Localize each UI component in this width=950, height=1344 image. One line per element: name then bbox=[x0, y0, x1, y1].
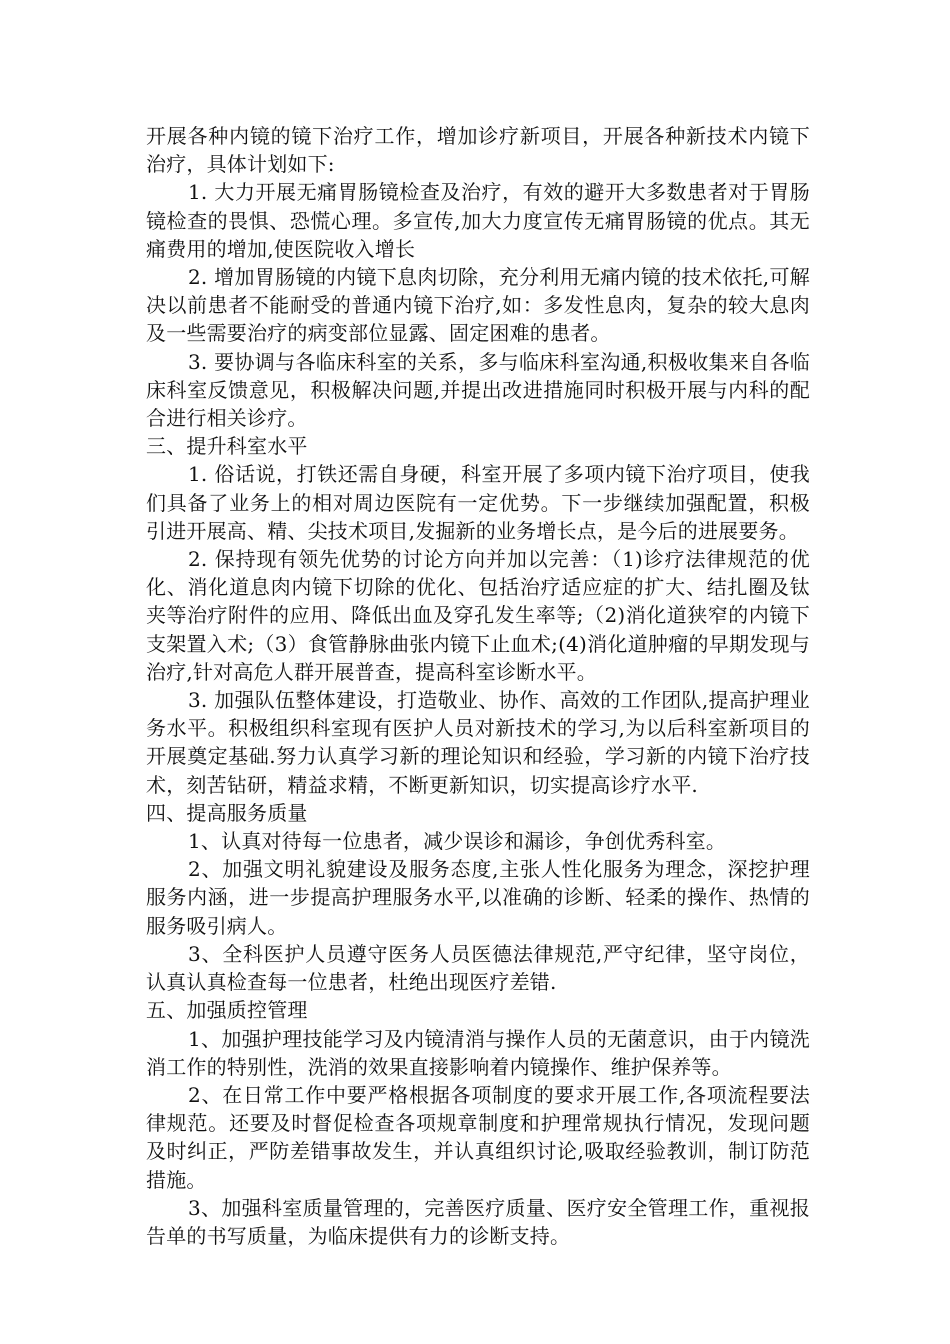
section-heading: 四、提高服务质量 bbox=[146, 800, 308, 825]
intro-paragraph: 开展各种内镜的镜下治疗工作，增加诊疗新项目，开展各种新技术内镜下治疗，具体计划如下: bbox=[146, 124, 810, 177]
list-item: 2、在日常工作中要严格根据各项制度的要求开展工作,各项流程要法律规范。还要及时督促检查各项规章制度和护理常规执行情况，发现问题及时纠正，严防差错事故发生，并认真组织讨论,吸取经验教训，制订防范措施。 bbox=[146, 1082, 810, 1192]
list-item: 2、加强文明礼貌建设及服务态度,主张人性化服务为理念，深挖护理服务内涵，进一步提高护理服务水平,以准确的诊断、轻柔的操作、热情的服务吸引病人。 bbox=[146, 857, 810, 938]
list-item: 3. 加强队伍整体建设，打造敬业、协作、高效的工作团队,提高护理业务水平。积极组织科室现有医护人员对新技术的学习,为以后科室新项目的开展奠定基础.努力认真学习新的理论知识和经验，学习新的内镜下治疗技术，刻苦钻研，精益求精，不断更新知识，切实提高诊疗水平. bbox=[146, 688, 810, 797]
list-item: 3. 要协调与各临床科室的关系，多与临床科室沟通,积极收集来自各临床科室反馈意见，积极解决问题,并提出改进措施同时积极开展与内科的配合进行相关诊疗。 bbox=[146, 349, 810, 431]
list-item: 1. 俗话说，打铁还需自身硬，科室开展了多项内镜下治疗项目，使我们具备了业务上的相对周边医院有一定优势。下一步继续加强配置，积极引进开展高、精、尖技术项目,发掘新的业务增长点，是今后的进展要务。 bbox=[146, 462, 810, 543]
list-item: 2. 保持现有领先优势的讨论方向并加以完善：（1)诊疗法律规范的优化、消化道息肉内镜下切除的优化、包括治疗适应症的扩大、结扎圈及钛夹等治疗附件的应用、降低出血及穿孔发生率等;（2)消化道狭窄的内镜下支架置入术;（3）食管静脉曲张内镜下止血术;(4)消化道肿瘤的早期发现与治疗,针对高危人群开展普查，提高科室诊断水平。 bbox=[146, 547, 810, 684]
list-item: 1、认真对待每一位患者，减少误诊和漏诊，争创优秀科室。 bbox=[188, 829, 727, 854]
list-item: 3、加强科室质量管理的，完善医疗质量、医疗安全管理工作，重视报告单的书写质量，为临床提供有力的诊断支持。 bbox=[146, 1195, 810, 1248]
list-item: 3、全科医护人员遵守医务人员医德法律规范,严守纪律，坚守岗位，认真认真检查每一位患者，杜绝出现医疗差错. bbox=[146, 941, 810, 995]
section-heading: 三、提升科室水平 bbox=[146, 434, 308, 459]
document-body bbox=[146, 122, 810, 1250]
list-item: 2. 增加胃肠镜的内镜下息肉切除，充分利用无痛内镜的技术依托,可解决以前患者不能耐受的普通内镜下治疗,如：多发性息肉，复杂的较大息肉及一些需要治疗的病变部位显露、固定困难的患者。 bbox=[146, 265, 810, 346]
section-heading: 五、加强质控管理 bbox=[146, 998, 308, 1023]
list-item: 1. 大力开展无痛胃肠镜检查及治疗，有效的避开大多数患者对于胃肠镜检查的畏惧、恐慌心理。多宣传,加大力度宣传无痛胃肠镜的优点。其无痛费用的增加,使医院收入增长 bbox=[146, 180, 810, 261]
list-item: 1、加强护理技能学习及内镜清消与操作人员的无菌意识，由于内镜洗消工作的特别性，洗消的效果直接影响着内镜操作、维护保养等。 bbox=[146, 1026, 810, 1079]
